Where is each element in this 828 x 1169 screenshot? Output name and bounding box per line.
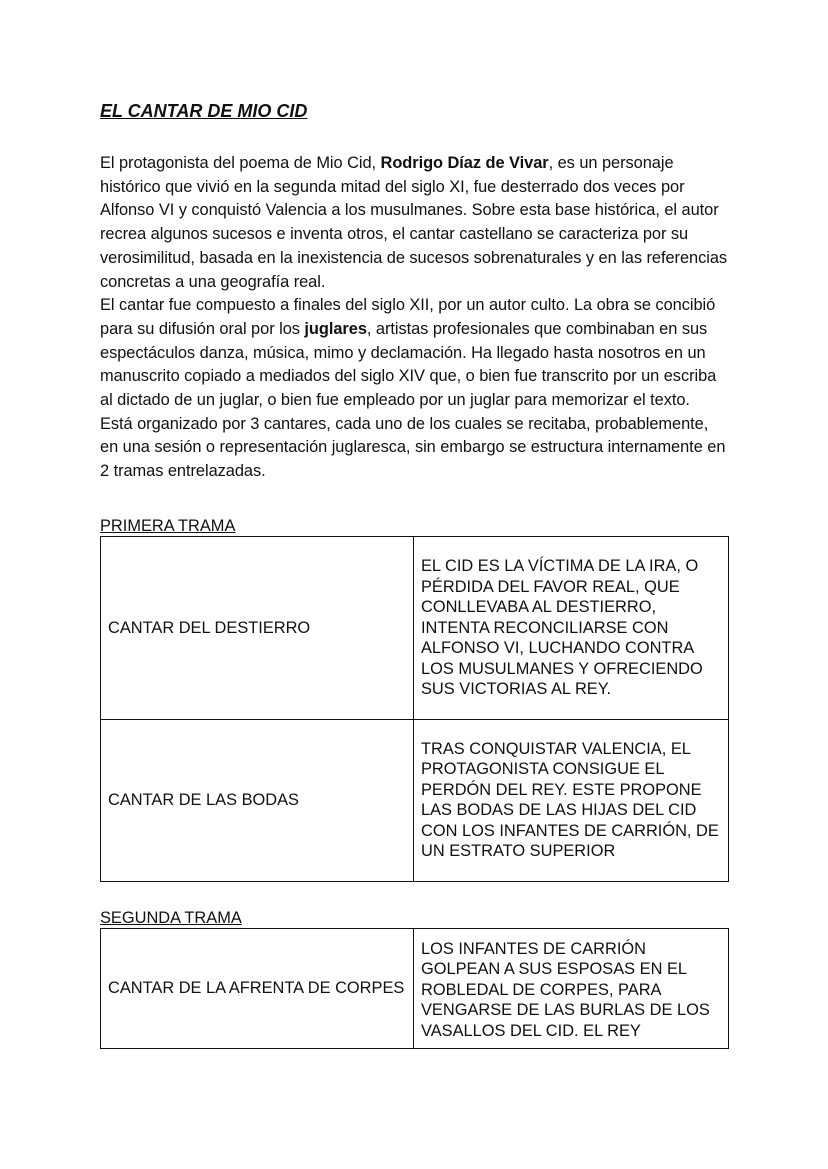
cantar-name-cell: CANTAR DE LAS BODAS <box>101 719 414 881</box>
table-segunda-trama <box>100 928 729 1049</box>
intro-p2-text-a: El cantar fue compuesto a finales del siglo XII, por un autor culto. La obra se concibió para su difusión oral por los <box>100 296 716 338</box>
section-heading-primera-trama: PRIMERA TRAMA <box>100 516 236 535</box>
intro-p2-bold-juglares: juglares <box>304 319 367 338</box>
intro-paragraph-2 <box>100 294 728 413</box>
intro-p2-text-b: , artistas profesionales que combinaban en sus espectáculos danza, música, mimo y declamación. Ha llegado hasta nosotros en un manuscrito copiado a mediados del siglo XIV que, o bien fue transcrito por un escriba al dictado de un juglar, o bien fue empleado por un juglar para memorizar el texto. <box>100 319 717 410</box>
cantar-description-cell: EL CID ES LA VÍCTIMA DE LA IRA, O PÉRDIDA DEL FAVOR REAL, QUE CONLLEVABA AL DESTIERRO, INTENTA RECONCILIARSE CON ALFONSO VI, LUCHANDO CONTRA LOS MUSULMANES Y OFRECIENDO SUS VICTORIAS AL REY. <box>414 536 729 719</box>
document-title: EL CANTAR DE MIO CID <box>100 101 308 121</box>
table-row <box>101 928 729 1048</box>
intro-p1-text-a: El protagonista del poema de Mio Cid, <box>100 154 381 172</box>
cantar-description-text: LOS INFANTES DE CARRIÓN GOLPEAN A SUS ESPOSAS EN EL ROBLEDAL DE CORPES, PARA VENGARSE DE LAS BURLAS DE LOS VASALLOS DEL CID. EL REY <box>421 939 710 1040</box>
intro-paragraph-1 <box>100 152 728 294</box>
section-heading-segunda-trama: SEGUNDA TRAMA <box>100 908 242 927</box>
table-row <box>101 536 729 719</box>
cantar-name-cell: CANTAR DEL DESTIERRO <box>101 536 414 719</box>
cantar-name-cell: CANTAR DE LA AFRENTA DE CORPES <box>101 928 414 1048</box>
cantar-description-clip <box>421 932 721 1045</box>
intro-p1-text-b: , es un personaje histórico que vivió en la segunda mitad del siglo XI, fue desterrado dos veces por Alfonso VI y conquistó Valencia a los musulmanes. Sobre esta base histórica, el autor recrea algunos sucesos e inventa otros, el cantar castellano se caracteriza por su verosimilitud, basada en la inexistencia de sucesos sobrenaturales y en las referencias concretas a una geografía real. <box>100 154 728 291</box>
intro-paragraph-3: Está organizado por 3 cantares, cada uno de los cuales se recitaba, probablemente, en una sesión o representación juglaresca, sin embargo se estructura internamente en 2 tramas entrelazadas. <box>100 414 726 481</box>
table-row <box>101 719 729 881</box>
cantar-description-cell <box>414 928 729 1048</box>
table-primera-trama <box>100 536 729 882</box>
cantar-description-cell: TRAS CONQUISTAR VALENCIA, EL PROTAGONISTA CONSIGUE EL PERDÓN DEL REY. ESTE PROPONE LAS BODAS DE LAS HIJAS DEL CID CON LOS INFANTES DE CARRIÓN, DE UN ESTRATO SUPERIOR <box>414 719 729 881</box>
intro-p1-bold-name: Rodrigo Díaz de Vivar <box>380 154 549 172</box>
document-page <box>100 98 728 1049</box>
